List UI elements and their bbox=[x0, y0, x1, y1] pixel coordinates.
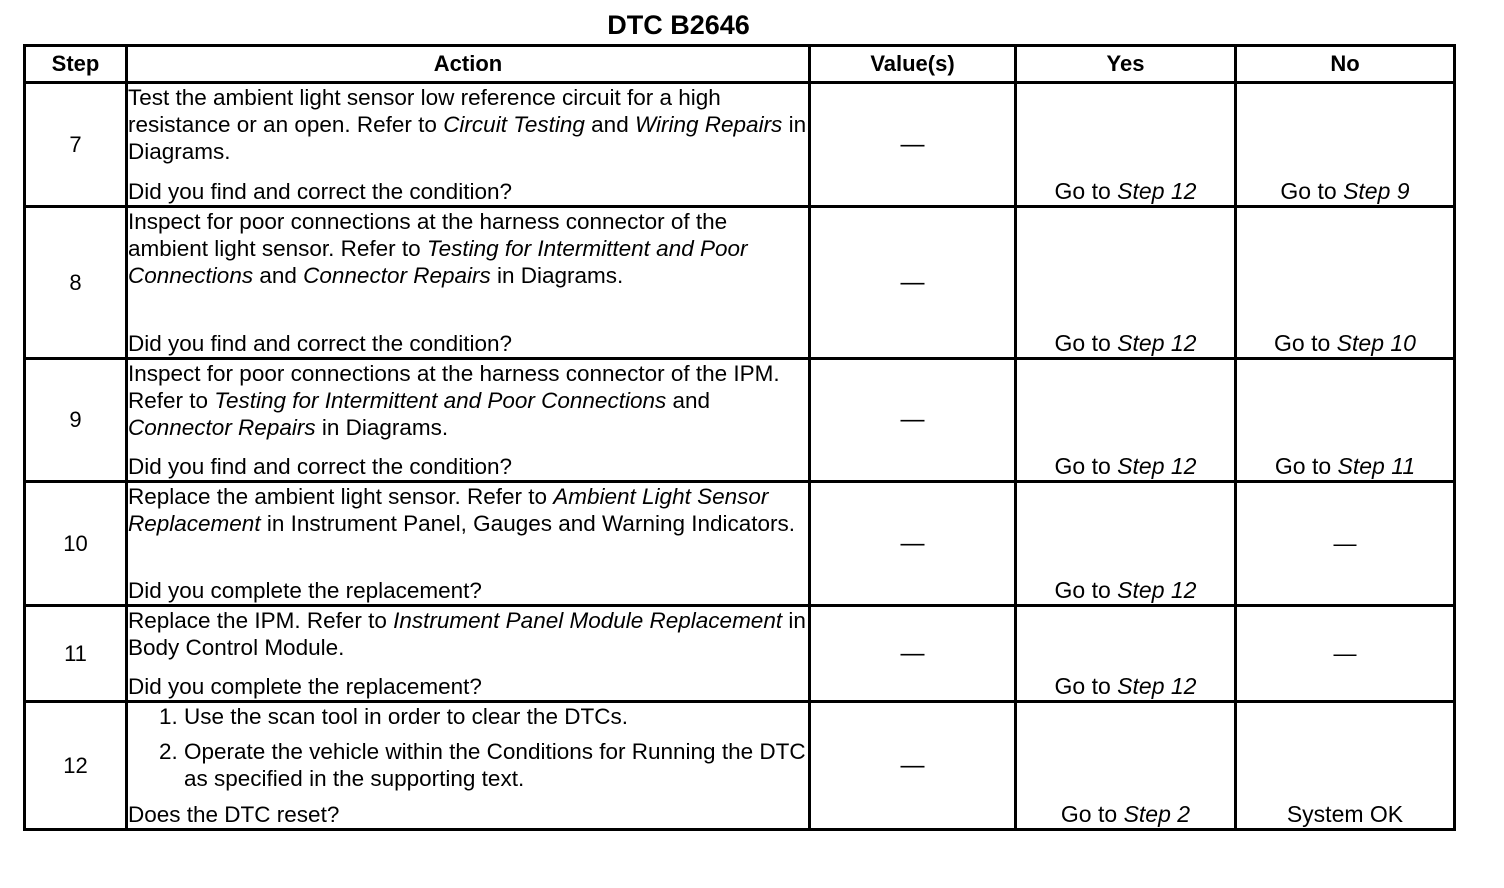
yes-outcome-segment: Go to bbox=[1054, 453, 1118, 479]
table-row bbox=[25, 482, 1455, 606]
no-outcome bbox=[1236, 606, 1455, 702]
action-content bbox=[128, 208, 808, 357]
yes-outcome bbox=[1016, 359, 1236, 482]
yes-outcome bbox=[1016, 83, 1236, 207]
yes-outcome-segment: Step 12 bbox=[1117, 673, 1197, 699]
action-content bbox=[128, 360, 808, 480]
no-outcome-segment: Step 10 bbox=[1336, 330, 1416, 356]
action-text-segment: Ambient Light Sensor Replacement bbox=[128, 484, 769, 536]
no-outcome-segment: — bbox=[1333, 530, 1357, 556]
yes-outcome-segment: Step 12 bbox=[1117, 577, 1197, 603]
page-title: DTC B2646 bbox=[607, 10, 750, 40]
action-content bbox=[128, 84, 808, 205]
action-cell bbox=[127, 606, 810, 702]
action-text-segment: Replace the IPM. Refer to bbox=[128, 608, 394, 633]
action-content bbox=[128, 607, 808, 700]
action-text-segment: Test the ambient light sensor low reference circuit for a high resistance or an open. Refer to bbox=[128, 85, 721, 137]
action-text-segment: Circuit Testing bbox=[443, 112, 585, 137]
value-cell: — bbox=[810, 83, 1016, 207]
no-outcome-segment: Go to bbox=[1274, 330, 1337, 356]
col-header-yes: Yes bbox=[1016, 46, 1236, 83]
action-text bbox=[128, 208, 808, 289]
no-outcome-segment: — bbox=[1333, 640, 1357, 666]
yes-outcome-segment: Go to bbox=[1054, 673, 1118, 699]
yes-outcome-segment: Step 12 bbox=[1117, 453, 1197, 479]
action-text bbox=[128, 84, 808, 165]
value-cell: — bbox=[810, 482, 1016, 606]
col-header-action: Action bbox=[127, 46, 810, 83]
action-text-segment: Connector Repairs bbox=[128, 415, 316, 440]
action-cell bbox=[127, 207, 810, 359]
action-text-segment: Inspect for poor connections at the harness connector of the IPM. Refer to bbox=[128, 361, 780, 413]
action-text-segment: in Diagrams. bbox=[128, 112, 807, 164]
action-text-segment: Replace the ambient light sensor. Refer to bbox=[128, 484, 554, 509]
step-number: 7 bbox=[25, 83, 127, 207]
action-text bbox=[128, 360, 808, 441]
action-text-segment: Testing for Intermittent and Poor Connections bbox=[214, 388, 667, 413]
step-number: 8 bbox=[25, 207, 127, 359]
col-header-no: No bbox=[1236, 46, 1455, 83]
no-outcome-segment: Step 11 bbox=[1337, 453, 1416, 479]
yes-outcome-segment: Step 2 bbox=[1123, 801, 1191, 827]
action-text-segment: Connector Repairs bbox=[303, 263, 491, 288]
action-content bbox=[128, 703, 808, 828]
no-outcome bbox=[1236, 702, 1455, 830]
action-text-segment: in Instrument Panel, Gauges and Warning Indicators. bbox=[260, 511, 796, 536]
yes-outcome-segment: Go to bbox=[1054, 178, 1118, 204]
yes-outcome bbox=[1016, 207, 1236, 359]
yes-outcome-segment: Go to bbox=[1054, 330, 1118, 356]
action-cell bbox=[127, 359, 810, 482]
no-outcome bbox=[1236, 359, 1455, 482]
action-content bbox=[128, 483, 808, 604]
no-outcome bbox=[1236, 207, 1455, 359]
table-row bbox=[25, 207, 1455, 359]
action-question: Did you find and correct the condition? bbox=[128, 179, 512, 204]
yes-outcome-segment: Step 12 bbox=[1117, 178, 1197, 204]
action-text-segment: Testing for Intermittent and Poor Connections bbox=[128, 236, 748, 288]
table-row bbox=[25, 359, 1455, 482]
step-number: 12 bbox=[25, 702, 127, 830]
col-header-step: Step bbox=[25, 46, 127, 83]
action-text-segment: and bbox=[253, 263, 304, 288]
action-text-segment: and bbox=[584, 112, 635, 137]
yes-outcome bbox=[1016, 482, 1236, 606]
no-outcome-segment: Go to bbox=[1274, 453, 1338, 479]
action-text-segment: Wiring Repairs bbox=[634, 112, 783, 137]
list-item: 1. Use the scan tool in order to clear the DTCs. bbox=[184, 703, 808, 730]
yes-outcome bbox=[1016, 606, 1236, 702]
step-number: 11 bbox=[25, 606, 127, 702]
no-outcome-segment: Step 9 bbox=[1343, 178, 1410, 204]
no-outcome-segment: System OK bbox=[1286, 801, 1404, 827]
value-cell: — bbox=[810, 606, 1016, 702]
table-row bbox=[25, 702, 1455, 830]
table-row bbox=[25, 83, 1455, 207]
action-steps-list bbox=[128, 703, 808, 792]
action-text bbox=[128, 483, 808, 537]
action-text-segment: Instrument Panel Module Replacement bbox=[393, 608, 783, 633]
yes-outcome-segment: Go to bbox=[1060, 801, 1124, 827]
yes-outcome bbox=[1016, 702, 1236, 830]
action-text-segment: and bbox=[666, 388, 711, 413]
action-text bbox=[128, 607, 808, 661]
no-outcome bbox=[1236, 83, 1455, 207]
list-item: 2. Operate the vehicle within the Conditions for Running the DTC as specified in the supporting text. bbox=[184, 738, 808, 792]
action-cell bbox=[127, 482, 810, 606]
action-question: Did you complete the replacement? bbox=[128, 578, 482, 603]
value-cell: — bbox=[810, 702, 1016, 830]
value-cell: — bbox=[810, 207, 1016, 359]
no-outcome-segment: Go to bbox=[1280, 178, 1344, 204]
col-header-values: Value(s) bbox=[810, 46, 1016, 83]
action-text-segment: in Diagrams. bbox=[315, 415, 449, 440]
value-cell: — bbox=[810, 359, 1016, 482]
step-number: 10 bbox=[25, 482, 127, 606]
table-row bbox=[25, 606, 1455, 702]
header-row bbox=[25, 46, 1455, 83]
action-question: Did you find and correct the condition? bbox=[128, 331, 512, 356]
dtc-table bbox=[23, 44, 1456, 831]
yes-outcome-segment: Step 12 bbox=[1117, 330, 1197, 356]
action-question: Did you complete the replacement? bbox=[128, 674, 482, 699]
no-outcome bbox=[1236, 482, 1455, 606]
action-cell bbox=[127, 83, 810, 207]
action-question: Does the DTC reset? bbox=[128, 802, 340, 827]
action-text-segment: Inspect for poor connections at the harness connector of the ambient light sensor. Refer to bbox=[128, 209, 728, 261]
action-question: Did you find and correct the condition? bbox=[128, 454, 512, 479]
action-text-segment: in Diagrams. bbox=[490, 263, 624, 288]
action-cell bbox=[127, 702, 810, 830]
step-number: 9 bbox=[25, 359, 127, 482]
action-text-segment: in Body Control Module. bbox=[128, 608, 806, 660]
yes-outcome-segment: Go to bbox=[1054, 577, 1118, 603]
